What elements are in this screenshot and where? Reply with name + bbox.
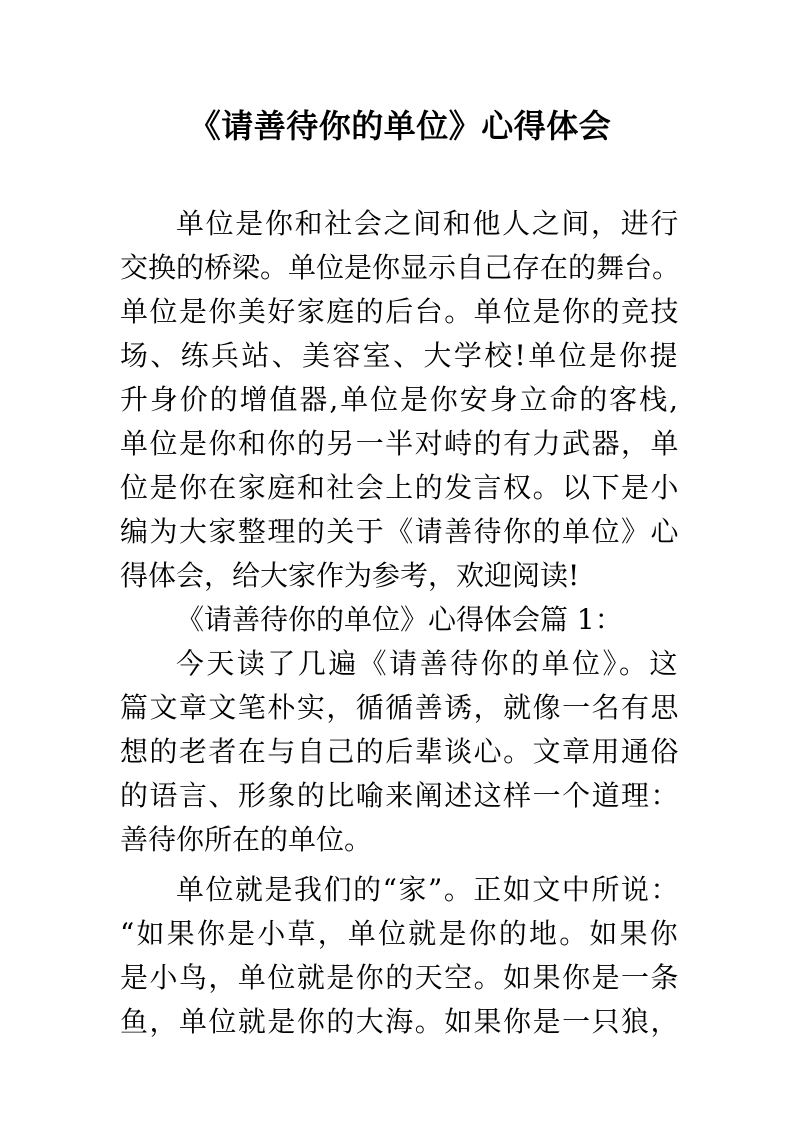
paragraph-line <box>120 466 680 510</box>
document-title: 《请善待你的单位》心得体会 <box>188 107 612 145</box>
paragraph-line <box>120 378 680 422</box>
line-text: 单位是你和你的另一半对峙的有力武器，单 <box>120 427 680 460</box>
paragraph-line <box>120 1000 680 1044</box>
paragraph-line <box>120 912 680 956</box>
line-text: 善待你所在的单位。 <box>120 823 373 856</box>
paragraph-line <box>120 334 680 378</box>
line-text: 单位就是我们的“家”。正如文中所说： <box>176 873 680 906</box>
paragraph-line <box>120 554 680 598</box>
line-text: “如果你是小草，单位就是你的地。如果你 <box>120 917 680 950</box>
line-text: 位是你在家庭和社会上的发言权。以下是小 <box>120 471 680 504</box>
line-text: 是小鸟，单位就是你的天空。如果你是一条 <box>120 961 680 994</box>
paragraph-line <box>120 290 680 334</box>
section-heading <box>120 598 680 642</box>
paragraph-line <box>120 956 680 1000</box>
line-text: 今天读了几遍《请善待你的单位》。这 <box>176 647 680 680</box>
line-text: 编为大家整理的关于《请善待你的单位》心 <box>120 515 680 548</box>
document-body <box>120 202 680 1044</box>
line-text: 鱼，单位就是你的大海。如果你是一只狼， <box>120 1005 680 1038</box>
paragraph-line <box>120 510 680 554</box>
paragraph-line <box>120 818 680 862</box>
paragraph-line <box>120 422 680 466</box>
line-text: 的语言、形象的比喻来阐述这样一个道理： <box>120 779 680 812</box>
line-text: 交换的桥梁。单位是你显示自己存在的舞台。 <box>120 251 680 284</box>
line-text: 篇文章文笔朴实，循循善诱，就像一名有思 <box>120 691 680 724</box>
paragraph-line <box>120 774 680 818</box>
line-text: 想的老者在与自己的后辈谈心。文章用通俗 <box>120 735 680 768</box>
paragraph-line <box>120 202 680 246</box>
paragraph-line <box>120 686 680 730</box>
paragraph-line <box>120 868 680 912</box>
line-text: 得体会，给大家作为参考，欢迎阅读! <box>120 559 580 592</box>
paragraph-line <box>120 246 680 290</box>
paragraph-line <box>120 730 680 774</box>
line-text: 单位是你美好家庭的后台。单位是你的竞技 <box>120 295 680 328</box>
section-heading-text: 《请善待你的单位》心得体会篇 1： <box>176 603 623 636</box>
paragraph-line <box>120 642 680 686</box>
line-text: 场、练兵站、美容室、大学校!单位是你提 <box>120 339 680 372</box>
line-text: 单位是你和社会之间和他人之间，进行 <box>176 207 680 240</box>
line-text: 升身价的增值器,单位是你安身立命的客栈, <box>120 383 680 416</box>
